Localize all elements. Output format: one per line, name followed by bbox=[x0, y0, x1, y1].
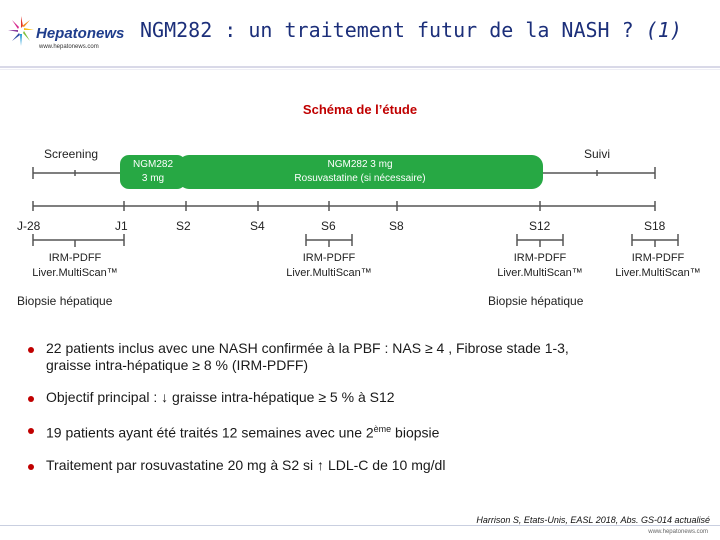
exam-s12 bbox=[482, 251, 598, 281]
phase2-line2: Rosuvastatine (si nécessaire) bbox=[294, 173, 426, 184]
tick-label-s8: S8 bbox=[389, 219, 404, 233]
exam-j-28-line1: IRM-PDFF bbox=[48, 252, 102, 264]
exam-s12-line1: IRM-PDFF bbox=[513, 252, 567, 264]
bullet-dot bbox=[28, 428, 34, 434]
exam-s18-line2: Liver.MultiScan™ bbox=[615, 267, 701, 279]
bullet-dot bbox=[28, 464, 34, 470]
tick-label-s18: S18 bbox=[644, 219, 666, 233]
screening-bracket bbox=[33, 167, 124, 179]
exam-j-28 bbox=[15, 251, 135, 281]
phase2-label bbox=[240, 158, 480, 186]
logo-url: www.hepatonews.com bbox=[39, 44, 99, 50]
bullet-inclusion bbox=[28, 340, 698, 374]
tick-label-s12: S12 bbox=[529, 219, 551, 233]
tick-label-j-28: J-28 bbox=[17, 219, 41, 233]
bullet-treatment bbox=[28, 457, 698, 474]
exam-j-28-line2: Liver.MultiScan™ bbox=[32, 267, 118, 279]
exam-s6 bbox=[269, 251, 389, 281]
biopsy-s12: Biopsie hépatique bbox=[488, 294, 584, 308]
bullet-inclusion-line1: 22 patients inclus avec une NASH confirmée à la PBF : NAS ≥ 4 , Fibrose stade 1-3, bbox=[46, 340, 569, 356]
key-points-list bbox=[28, 340, 698, 474]
phase1-label bbox=[120, 158, 186, 186]
exam-s12-line2: Liver.MultiScan™ bbox=[497, 267, 583, 279]
screening-label: Screening bbox=[44, 147, 99, 161]
section-subtitle: Schéma de l’étude bbox=[302, 102, 418, 117]
phase2-line1: NGM282 3 mg bbox=[327, 159, 393, 170]
bullet-treatment-text: Traitement par rosuvastatine 20 mg à S2 si ↑ LDL-C de 10 mg/dl bbox=[46, 456, 446, 473]
phase1-line1: NGM282 bbox=[132, 159, 173, 170]
title-suffix: (1) bbox=[645, 18, 682, 42]
bullet-dot bbox=[28, 396, 34, 402]
tick-label-s2: S2 bbox=[176, 219, 191, 233]
tick-label-j1: J1 bbox=[115, 219, 128, 233]
exam-s18-line1: IRM-PDFF bbox=[631, 252, 685, 264]
biopsy-j-28: Biopsie hépatique bbox=[17, 294, 113, 308]
exam-s18 bbox=[600, 251, 716, 281]
bullet-inclusion-line2: graisse intra-hépatique ≥ 8 % (IRM-PDFF) bbox=[46, 357, 309, 373]
bullet-patients-sup: ème bbox=[373, 424, 392, 434]
footer-divider bbox=[0, 525, 720, 526]
footer-url: www.hepatonews.com bbox=[648, 529, 708, 535]
bullet-patients-text: 19 patients ayant été traités 12 semaines avec une 2 bbox=[46, 424, 374, 441]
tick-label-s6: S6 bbox=[321, 219, 336, 233]
tick-label-s4: S4 bbox=[250, 219, 265, 233]
timeline-axis bbox=[33, 201, 655, 211]
reference-citation: Harrison S, Etats-Unis, EASL 2018, Abs. GS-014 actualisé bbox=[476, 515, 710, 525]
follow-up-bracket bbox=[540, 167, 655, 179]
exam-brackets bbox=[33, 234, 678, 247]
exam-s6-line2: Liver.MultiScan™ bbox=[286, 267, 372, 279]
bullet-objective bbox=[28, 389, 698, 406]
bullet-dot bbox=[28, 347, 34, 353]
title-main: NGM282 : un traitement futur de la NASH ? bbox=[140, 18, 646, 42]
exam-s6-line1: IRM-PDFF bbox=[302, 252, 356, 264]
phase1-line2: 3 mg bbox=[141, 173, 165, 184]
logo-name: Hepatonews bbox=[36, 25, 125, 42]
bullet-patients-end: biopsie bbox=[391, 424, 440, 441]
follow-up-label: Suivi bbox=[584, 147, 611, 161]
bullet-objective-text: Objectif principal : ↓ graisse intra-hépatique ≥ 5 % à S12 bbox=[46, 389, 395, 405]
bullet-patients bbox=[28, 421, 698, 442]
